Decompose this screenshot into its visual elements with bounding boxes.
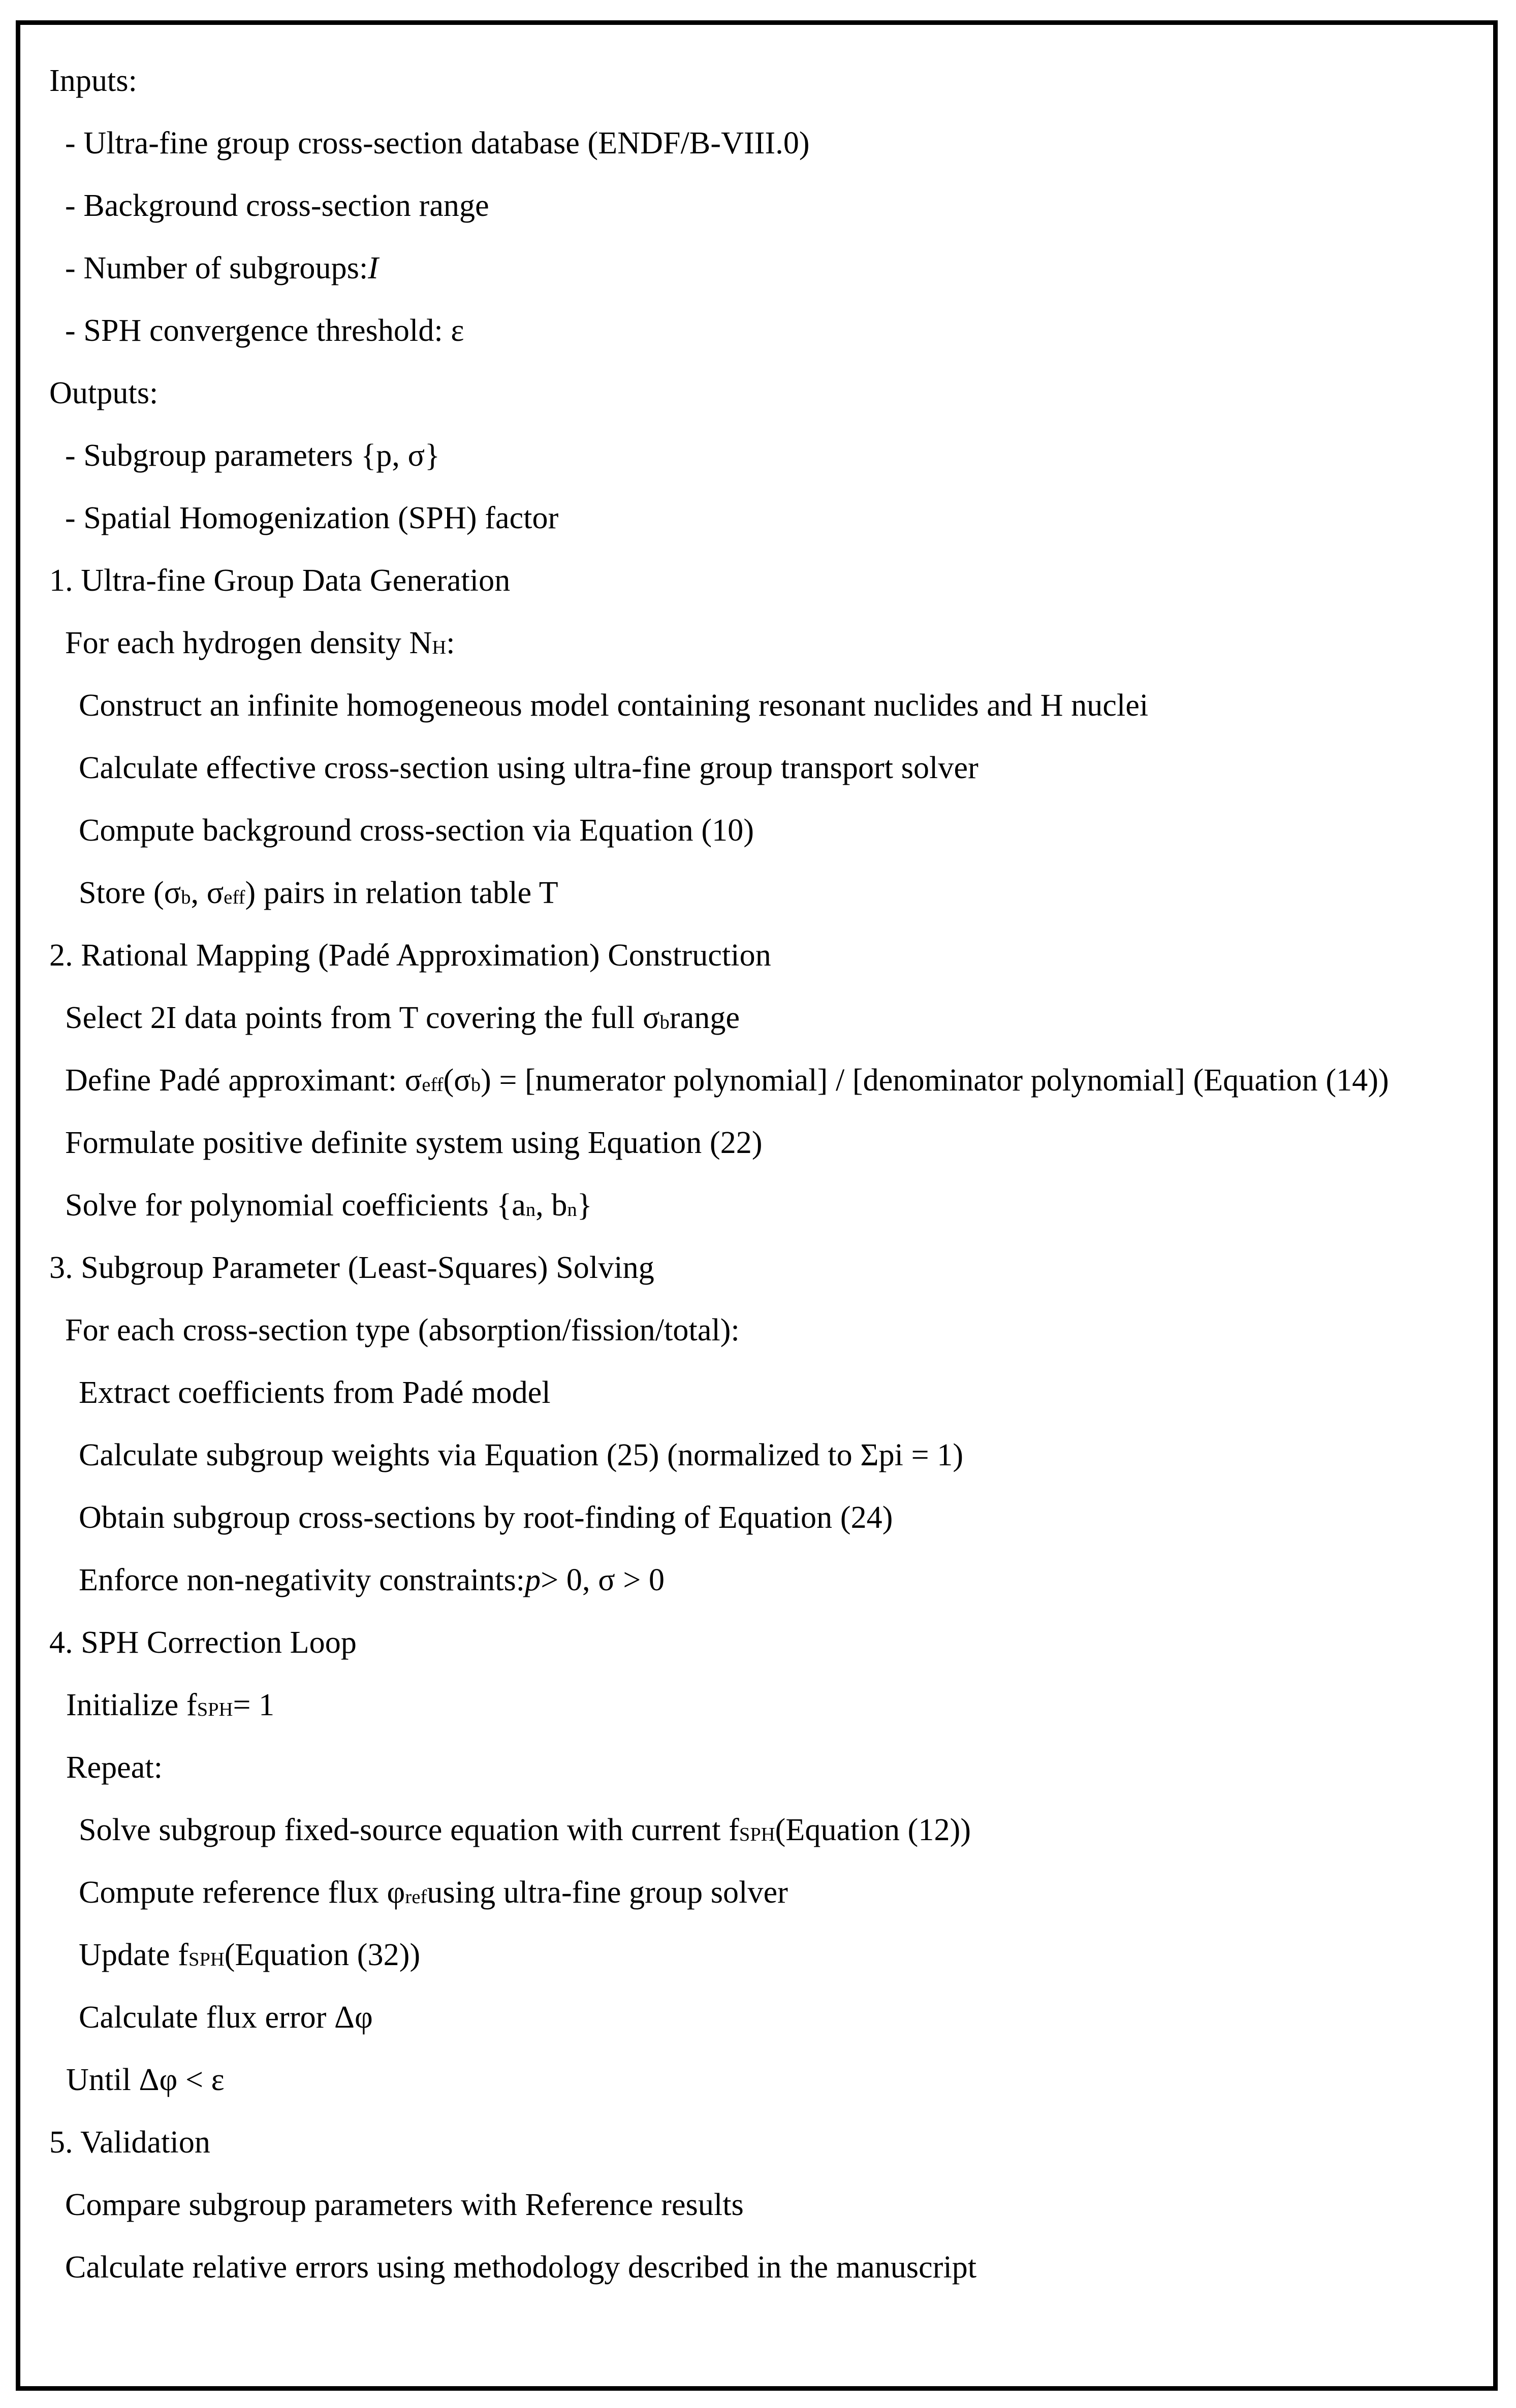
text-run: 2. Rational Mapping (Padé Approximation) Construction bbox=[49, 938, 771, 973]
algorithm-line-step-3-for-each-type bbox=[20, 1299, 1493, 1361]
text-run: Store (σ bbox=[79, 875, 181, 910]
algorithm-line-step-2-solve-coeffs: Solve for polynomial coefficients {a $_n$ , b $_n$ } bbox=[65, 1187, 592, 1223]
algorithm-box bbox=[16, 20, 1498, 2391]
text-run: Extract coefficients from Padé model bbox=[79, 1375, 551, 1410]
text-run: } bbox=[577, 1187, 592, 1223]
text-run: 4. SPH Correction Loop bbox=[49, 1625, 357, 1660]
algorithm-line-step-5-header bbox=[20, 2111, 1493, 2173]
text-run: For each hydrogen density N bbox=[65, 625, 432, 660]
algorithm-line-step-1-header bbox=[20, 549, 1493, 612]
algorithm-line-step-4-calc-flux-error bbox=[20, 1986, 1493, 2048]
text-run: Until Δφ < ε bbox=[66, 2062, 225, 2097]
algorithm-line-step-4-solve-fixed-source: Solve subgroup fixed-source equation with current f $_{SPH}$ (Equation (12)) bbox=[79, 1812, 971, 1847]
algorithm-line-step-1-construct-model bbox=[20, 674, 1493, 736]
algorithm-line-input-num-subgroups bbox=[20, 237, 1493, 299]
algorithm-line-step-3-nonnegativity bbox=[20, 1549, 1493, 1611]
text-run: : bbox=[446, 625, 455, 660]
algorithm-line-step-5-compare-params bbox=[20, 2173, 1493, 2236]
text-run: Obtain subgroup cross-sections by root-finding of Equation (24) bbox=[79, 1500, 893, 1535]
algorithm-line-step-4-initialize: Initialize f $_{SPH}$ = 1 bbox=[66, 1687, 275, 1722]
algorithm-line-input-database bbox=[20, 112, 1493, 174]
text-run: - Background cross-section range bbox=[65, 188, 489, 223]
text-run: = 1 bbox=[233, 1687, 275, 1722]
algorithm-line-step-2-define-pade: Define Padé approximant: σ $_{eff}$ (σ $_b$ ) = [numerator polynomial] / [denominator polynomial] (Equation (14)) bbox=[65, 1063, 1389, 1098]
text-run: Construct an infinite homogeneous model containing resonant nuclides and H nuclei bbox=[79, 688, 1149, 723]
algorithm-line-output-sph-factor bbox=[20, 487, 1493, 549]
algorithm-line-input-background-range bbox=[20, 174, 1493, 237]
algorithm-line-step-4-repeat bbox=[20, 1736, 1493, 1799]
algorithm-line-input-sph-threshold bbox=[20, 299, 1493, 362]
algorithm-line-step-2-header bbox=[20, 924, 1493, 986]
text-run: - Spatial Homogenization (SPH) factor bbox=[65, 500, 559, 535]
algorithm-line-step-2-select-points: Select 2I data points from T covering the full σ $_b$ range bbox=[65, 1000, 740, 1035]
algorithm-line-step-3-calc-weights bbox=[20, 1424, 1493, 1486]
algorithm-line-step-2-formulate-system bbox=[20, 1111, 1493, 1174]
text-run: Update f bbox=[79, 1937, 188, 1972]
text-run: Solve subgroup fixed-source equation with current f bbox=[79, 1812, 739, 1847]
text-run: , b bbox=[535, 1187, 567, 1223]
algorithm-line-step-1-compute-background bbox=[20, 799, 1493, 861]
text-run: Repeat: bbox=[66, 1750, 163, 1785]
text-run: 5. Validation bbox=[49, 2125, 211, 2160]
text-run: (Equation (32)) bbox=[224, 1937, 421, 1972]
algorithm-line-output-subgroup-params bbox=[20, 424, 1493, 487]
text-run: > 0, σ > 0 bbox=[541, 1562, 665, 1597]
italic-symbol: I bbox=[368, 250, 379, 285]
text-run: Inputs: bbox=[49, 63, 137, 98]
text-run: Define Padé approximant: σ bbox=[65, 1063, 422, 1098]
text-run: using ultra-fine group solver bbox=[427, 1875, 788, 1910]
algorithm-line-step-4-update-fsph: Update f $_{SPH}$ (Equation (32)) bbox=[79, 1937, 421, 1972]
algorithm-line-step-3-extract-coeffs bbox=[20, 1361, 1493, 1424]
algorithm-line-list bbox=[20, 25, 1493, 2298]
text-run: For each cross-section type (absorption/fission/total): bbox=[65, 1312, 740, 1347]
text-run: - Ultra-fine group cross-section database (ENDF/B-VIII.0) bbox=[65, 125, 810, 160]
algorithm-line-step-1-for-each-density: For each hydrogen density N $_H$ : bbox=[65, 625, 455, 660]
text-run: Compare subgroup parameters with Reference results bbox=[65, 2187, 744, 2222]
algorithm-line-inputs-header bbox=[20, 49, 1493, 112]
algorithm-line-step-1-store-pairs: Store (σ $_b$ , σ $_{eff}$ ) pairs in relation table T bbox=[79, 875, 558, 910]
text-run: Calculate relative errors using methodology described in the manuscript bbox=[65, 2250, 977, 2285]
text-run: Select 2I data points from T covering the full σ bbox=[65, 1000, 660, 1035]
text-run: ) = [numerator polynomial] / [denominator polynomial] (Equation (14)) bbox=[481, 1063, 1389, 1098]
text-run: Enforce non-negativity constraints: bbox=[79, 1562, 525, 1597]
text-run: range bbox=[669, 1000, 740, 1035]
text-run: 1. Ultra-fine Group Data Generation bbox=[49, 563, 511, 598]
text-run: Calculate flux error Δφ bbox=[79, 2000, 373, 2035]
text-run: 3. Subgroup Parameter (Least-Squares) Solving bbox=[49, 1250, 654, 1285]
text-run: Calculate subgroup weights via Equation (25) (normalized to Σpi = 1) bbox=[79, 1437, 964, 1472]
algorithm-line-step-4-compute-ref-flux: Compute reference flux φ $_{ref}$ using ultra-fine group solver bbox=[79, 1875, 788, 1910]
algorithm-line-step-1-calc-xs bbox=[20, 736, 1493, 799]
text-run: , σ bbox=[191, 875, 224, 910]
text-run: Formulate positive definite system using Equation (22) bbox=[65, 1125, 763, 1160]
text-run: Initialize f bbox=[66, 1687, 197, 1722]
text-run: ) pairs in relation table T bbox=[245, 875, 558, 910]
text-run: (σ bbox=[443, 1063, 471, 1098]
algorithm-line-step-4-header bbox=[20, 1611, 1493, 1674]
text-run: - Number of subgroups: bbox=[65, 250, 368, 285]
text-run: Outputs: bbox=[49, 375, 159, 410]
algorithm-line-step-3-header bbox=[20, 1236, 1493, 1299]
text-run: - SPH convergence threshold: ε bbox=[65, 313, 464, 348]
algorithm-line-step-5-calc-rel-errors bbox=[20, 2236, 1493, 2298]
text-run: Compute background cross-section via Equation (10) bbox=[79, 813, 754, 848]
text-run: - Subgroup parameters {p, σ} bbox=[65, 438, 440, 473]
text-run: Calculate effective cross-section using ultra-fine group transport solver bbox=[79, 750, 978, 785]
algorithm-line-step-4-until bbox=[20, 2048, 1493, 2111]
text-run: Solve for polynomial coefficients {a bbox=[65, 1187, 526, 1223]
text-run: Compute reference flux φ bbox=[79, 1875, 405, 1910]
text-run: (Equation (12)) bbox=[775, 1812, 971, 1847]
italic-symbol: p bbox=[525, 1562, 541, 1597]
algorithm-line-step-3-obtain-xs bbox=[20, 1486, 1493, 1549]
algorithm-line-outputs-header bbox=[20, 362, 1493, 424]
